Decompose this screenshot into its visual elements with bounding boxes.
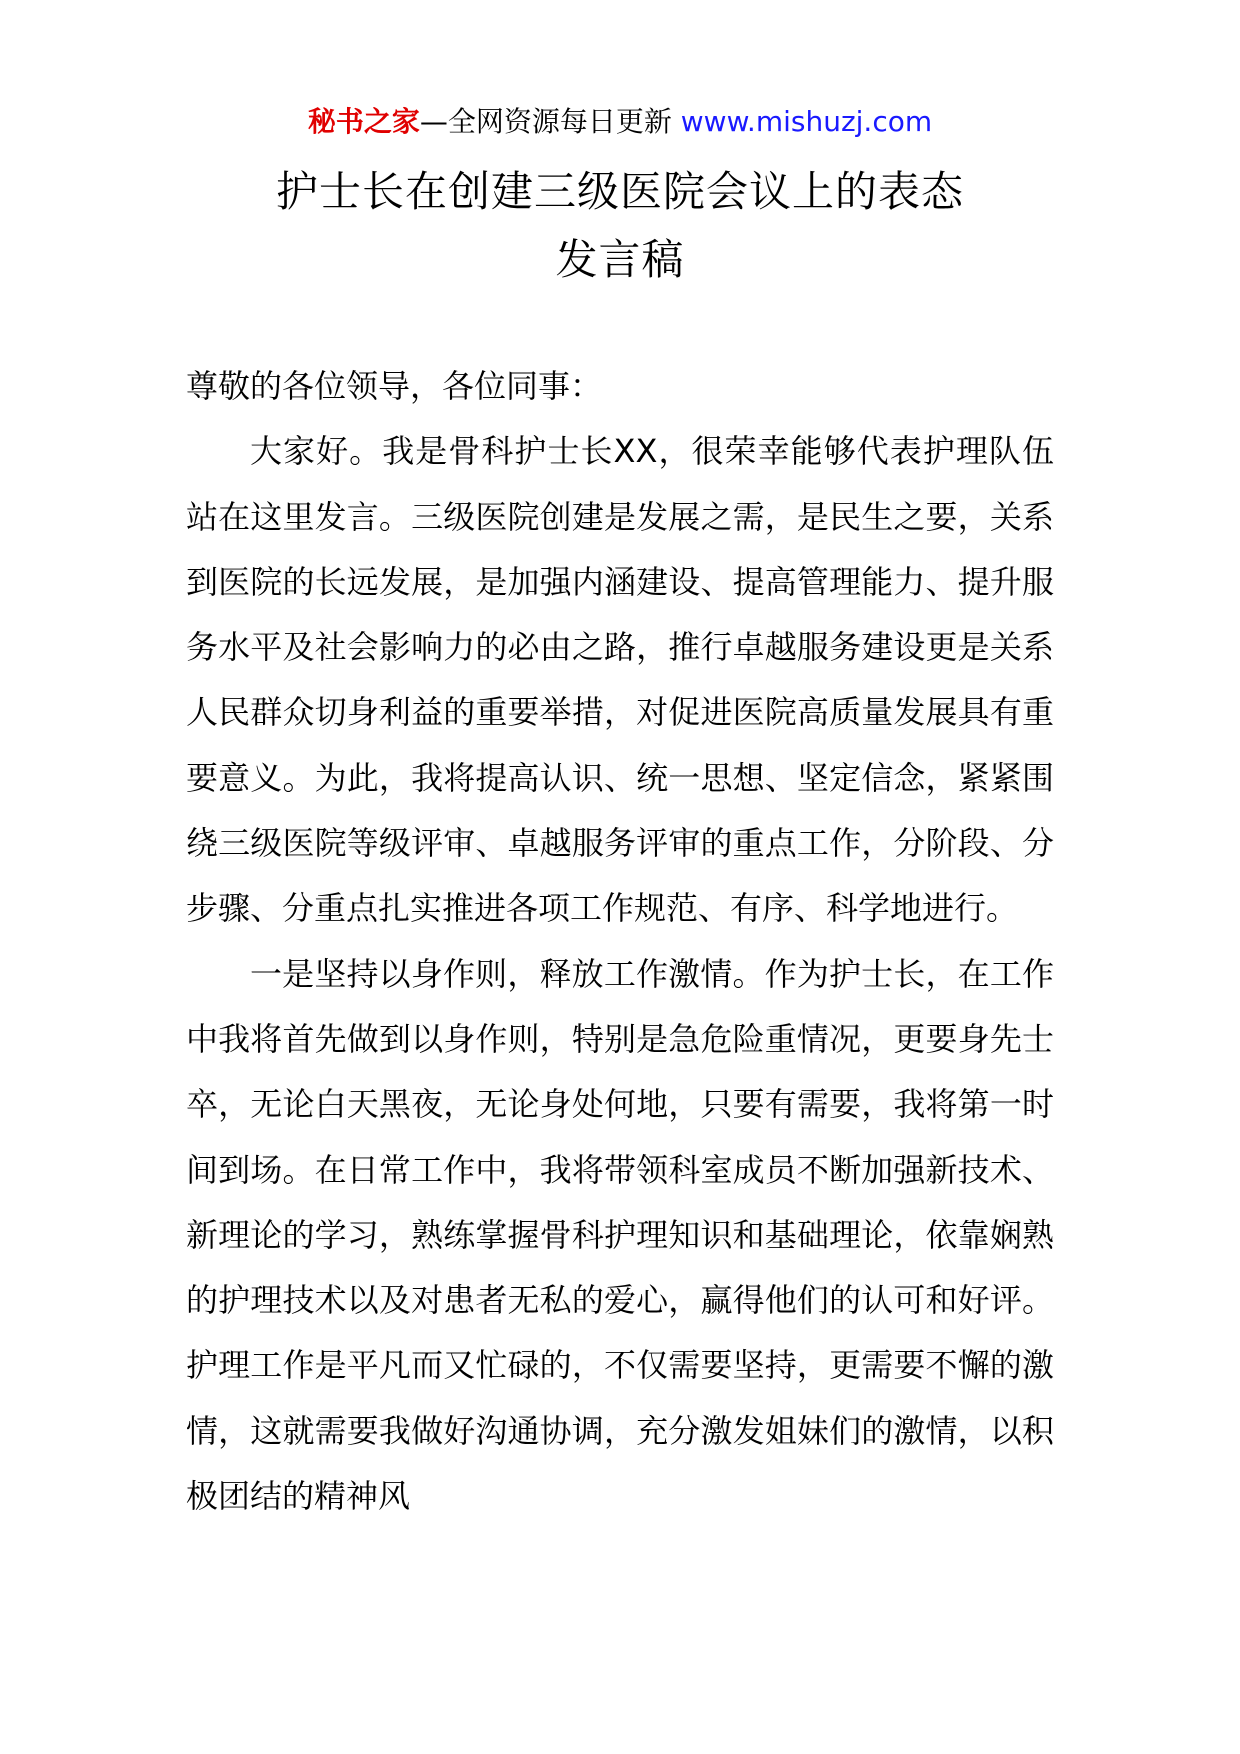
site-brand: 秘书之家 — [307, 105, 420, 138]
document-title-line-2: 发言稿 — [555, 235, 685, 284]
document-title-line-1: 护士长在创建三级医院会议上的表态 — [275, 167, 964, 216]
paragraph-1: 大家好。我是骨科护士长XX，很荣幸能够代表护理队伍站在这里发言。三级医院创建是发展之需，是民生之要，关系到医院的长远发展，是加强内涵建设、提高管理能力、提升服务水平及社会影响力的必由之路，推行卓越服务建设更是关系人民群众切身利益的重要举措，对促进医院高质量发展具有重要意义。为此，我将提高认识、统一思想、坚定信念，紧紧围绕三级医院等级评审、卓越服务评审的重点工作，分阶段、分步骤、分重点扎实推进各项工作规范、有序、科学地进行。 — [186, 432, 1054, 928]
document-title — [0, 158, 1240, 294]
site-header — [0, 100, 1240, 144]
salutation: 尊敬的各位领导，各位同事： — [186, 367, 603, 405]
site-slogan: —全网资源每日更新 — [419, 105, 681, 138]
paragraph-2: 一是坚持以身作则，释放工作激情。作为护士长，在工作中我将首先做到以身作则，特别是急危险重情况，更要身先士卒，无论白天黑夜，无论身处何地，只要有需要，我将第一时间到场。在日常工作中，我将带领科室成员不断加强新技术、新理论的学习，熟练掌握骨科护理知识和基础理论，依靠娴熟的护理技术以及对患者无私的爱心，赢得他们的认可和好评。护理工作是平凡而又忙碌的，不仅需要坚持，更需要不懈的激情，这就需要我做好沟通协调，充分激发姐妹们的激情，以积极团结的精神风 — [186, 954, 1054, 1516]
document-body — [186, 354, 1054, 1529]
site-url-link[interactable]: www.mishuzj.com — [680, 105, 933, 138]
